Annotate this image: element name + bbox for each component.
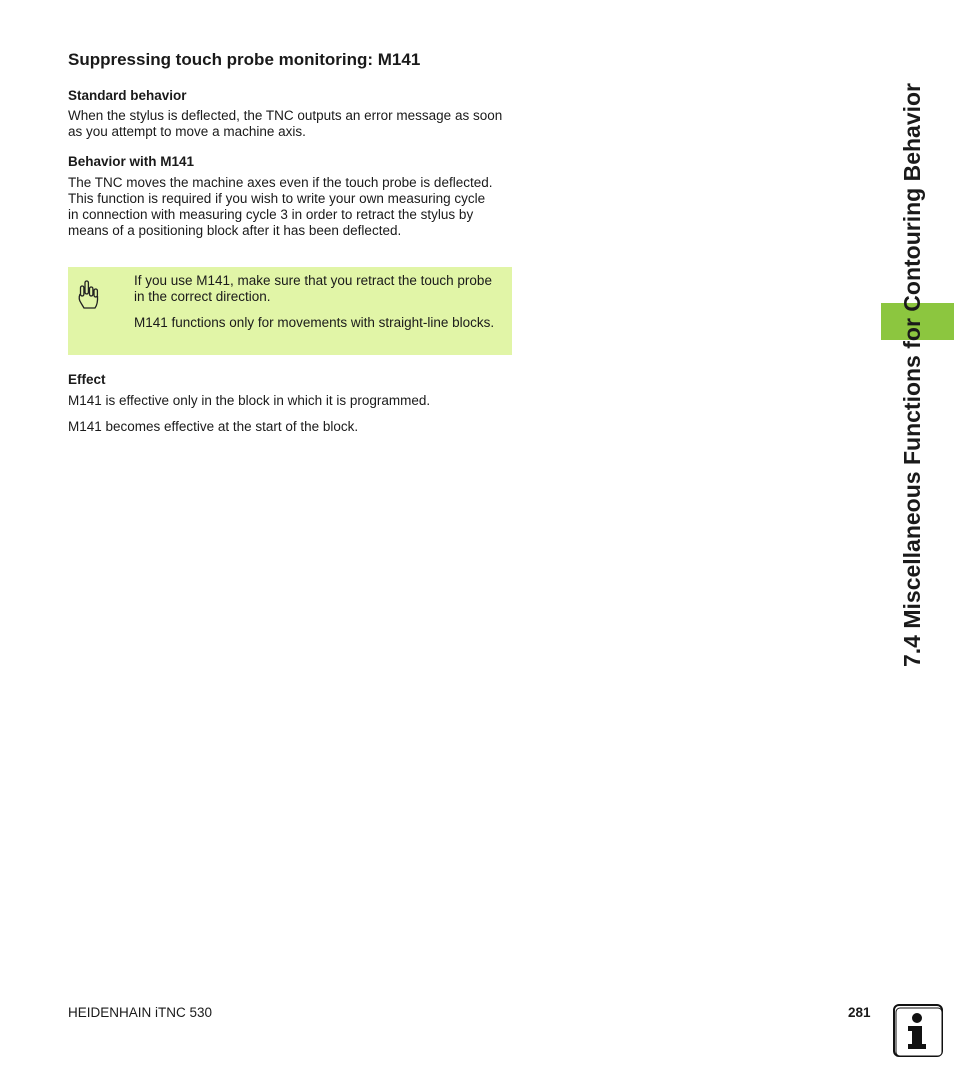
page-title: Suppressing touch probe monitoring: M141 — [68, 50, 421, 69]
standard-behavior-heading: Standard behavior — [68, 88, 187, 103]
behavior-with-m141-heading: Behavior with M141 — [68, 154, 195, 169]
chapter-title: 7.4 Miscellaneous Functions for Contouring Behavior — [899, 82, 925, 668]
effect-text-start: M141 becomes effective at the start of the block. — [68, 419, 359, 434]
info-icon — [893, 1004, 943, 1057]
note-box — [68, 267, 512, 355]
behavior-with-m141-text: The TNC moves the machine axes even if the touch probe is deflected. This function is required if you wish to write your own measuring cycle in connection with measuring cycle 3 in order to retract the stylus by means of a positioning block after it has been deflected. — [68, 175, 493, 238]
note-text-straight-line: M141 functions only for movements with straight-line blocks. — [134, 315, 495, 330]
effect-text-block: M141 is effective only in the block in which it is programmed. — [68, 393, 431, 408]
page-number: 281 — [848, 1005, 871, 1020]
standard-behavior-text: When the stylus is deflected, the TNC outputs an error message as soon as you attempt to move a machine axis. — [68, 108, 503, 139]
note-text-direction: If you use M141, make sure that you retract the touch probe in the correct direction. — [134, 273, 492, 304]
footer-product-name: HEIDENHAIN iTNC 530 — [68, 1005, 213, 1020]
pointing-hand-icon — [76, 279, 100, 309]
effect-heading: Effect — [68, 372, 106, 387]
